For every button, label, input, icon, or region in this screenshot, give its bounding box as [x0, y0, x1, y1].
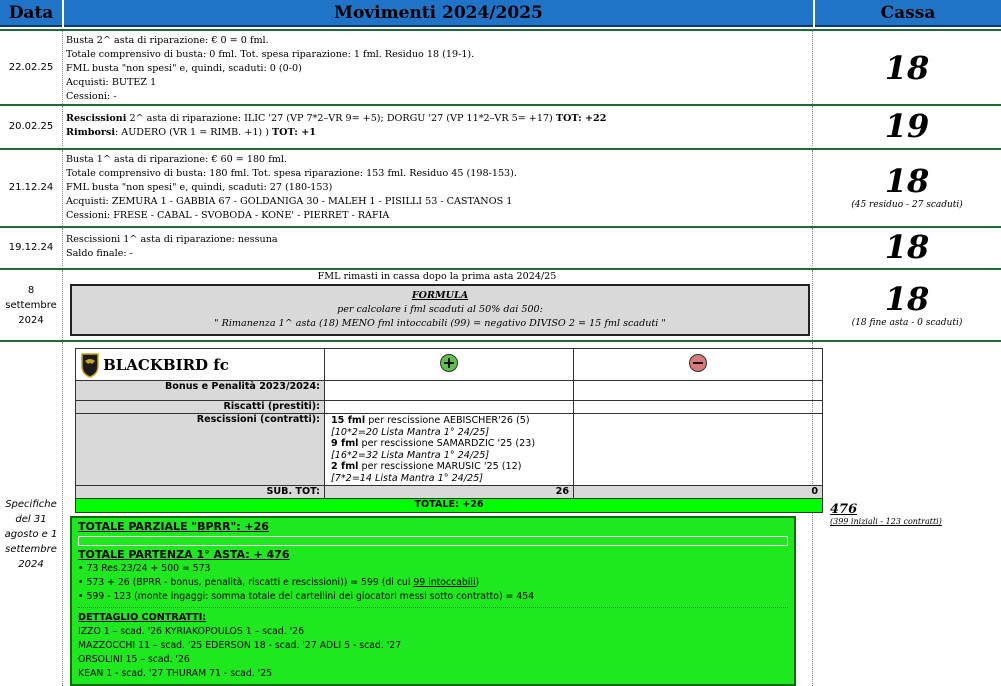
text-line: Totale comprensivo di busta: 180 fml. Tot. spesa riparazione: 153 fml. Residuo 45 (198-153).: [66, 168, 517, 179]
tot-value: TOT: +1: [272, 127, 316, 138]
cassa-cell: [813, 106, 1001, 146]
contratto-line: IZZO 1 – scad. '26 KYRIAKOPOULOS 1 – scad. '26: [78, 626, 305, 637]
text: : AUDERO (VR 1 = RIMB. +1) ): [114, 127, 273, 138]
fml-amount: 15 fml: [331, 415, 366, 426]
movimenti-cell: [62, 270, 813, 340]
text-line: FML busta "non spesi" e, quindi, scaduti: 0 (0-0): [66, 63, 302, 74]
cassa-value: 18: [884, 48, 930, 87]
row-19-12-24: [0, 226, 1001, 266]
text-line: Acquisti: BUTEZ 1: [66, 77, 157, 88]
movimenti-cell: [62, 106, 813, 146]
intoccabili-text: 99 intoccabili: [413, 577, 476, 588]
subtot-plus: 26: [325, 486, 574, 499]
date-line: Specifiche: [5, 498, 57, 510]
rescissione-item: [331, 415, 567, 427]
cassa-cell: [813, 150, 1001, 224]
rescissione-sub: [10*2=20 Lista Mantra 1° 24/25]: [331, 426, 490, 438]
contratto-line: MAZZOCCHI 11 – scad. '25 EDERSON 18 - scad. '27 ADLI 5 - scad. '27: [78, 640, 402, 651]
subtot-minus: 0: [574, 486, 823, 499]
cassa-cell: [813, 228, 1001, 266]
text: 2^ asta di riparazione: ILIC '27 (VP 7*2–VR 9= +5); DORGU '27 (VP 11*2–VR 5= +17): [126, 113, 556, 124]
minus-circle-icon: [689, 354, 707, 372]
text-line: FML busta "non spesi" e, quindi, scaduti: 27 (180-153): [66, 182, 333, 193]
date-cell: 21.12.24: [0, 150, 63, 224]
header-cassa: Cassa: [815, 0, 1001, 27]
text-line: Acquisti: ZEMURA 1 - GABBIA 67 - GOLDANIGA 30 - MALEH 1 - PISILLI 53 - CASTANOS 1: [66, 196, 513, 207]
bonus-minus: [574, 381, 823, 401]
bonus-label: Bonus e Penalità 2023/2024:: [76, 381, 325, 401]
row-22-02-25: [0, 29, 1001, 104]
row-8-settembre-2024: [0, 268, 1001, 340]
date-line: 2024: [18, 558, 44, 570]
movimenti-cell: [62, 228, 813, 266]
plus-header: [325, 349, 574, 381]
minus-header: [574, 349, 823, 381]
date-line: settembre: [5, 299, 57, 311]
text-line: Saldo finale: -: [66, 248, 133, 259]
totale-parziale: TOTALE PARZIALE "BPRR": +26: [78, 520, 269, 533]
date-cell: [0, 270, 63, 340]
rescissioni-line: [66, 112, 808, 126]
cassa-cell: [830, 502, 942, 526]
rescissione-item: [331, 438, 567, 450]
cassa-value: 18: [884, 228, 930, 266]
bullet-line: • 73 Res.23/24 + 500 = 573: [78, 563, 211, 574]
blackbird-table: [75, 348, 823, 513]
row-title: FML rimasti in cassa dopo la prima asta 2024/25: [317, 271, 557, 282]
text: ): [475, 577, 480, 588]
text-line: Rescissioni 1^ asta di riparazione: nessuna: [66, 234, 278, 245]
text-line: Cessioni: -: [66, 91, 117, 102]
shield-logo-icon: [80, 352, 100, 378]
text-line: Busta 1^ asta di riparazione: € 60 = 180 fml.: [66, 154, 287, 165]
bonus-plus: [325, 381, 574, 401]
separator: [78, 607, 788, 608]
formula-box: [70, 284, 810, 336]
totale-cell: TOTALE: +26: [76, 499, 823, 513]
date-line: 8: [27, 284, 35, 296]
dettaglio-contratti: DETTAGLIO CONTRATTI:: [78, 612, 207, 623]
movimenti-cell: [62, 150, 813, 224]
rescissione-sub: [7*2=14 Lista Mantra 1° 24/25]: [331, 472, 483, 484]
fml-amount: 2 fml: [331, 461, 359, 472]
label-bold: Rescissioni: [66, 113, 127, 124]
separator: [78, 536, 788, 546]
date-line: 2024: [18, 314, 44, 326]
row-21-12-24: [0, 148, 1001, 224]
fml-amount: 9 fml: [331, 438, 359, 449]
rescissione-text: per rescissione AEBISCHER'26 (5): [365, 415, 530, 426]
text-line: Busta 2^ asta di riparazione: € 0 = 0 fml.: [66, 35, 269, 46]
riscatti-plus: [325, 401, 574, 414]
date-cell: [0, 342, 63, 686]
date-cell: 20.02.25: [0, 106, 63, 146]
movimenti-cell: [62, 31, 813, 104]
contratto-line: ORSOLINI 15 – scad. '26: [78, 654, 190, 665]
totale-partenza: TOTALE PARTENZA 1° ASTA: + 476: [78, 548, 290, 561]
date-line: del 31: [15, 513, 47, 525]
summary-box: [70, 516, 796, 686]
rescissioni-label: Rescissioni (contratti):: [76, 414, 325, 486]
team-cell: [76, 349, 325, 381]
rescissioni-minus: [574, 414, 823, 486]
date-cell: 19.12.24: [0, 228, 63, 266]
rimborsi-line: [66, 126, 808, 140]
text: • 573 + 26 (BPRR - bonus, penalità, riscatti e rescissioni)) = 599 (di cui: [78, 577, 414, 588]
cassa-note: (18 fine asta - 0 scaduti): [851, 318, 963, 328]
formula-line: " Rimanenza 1^ asta (18) MENO fml intoccabili (99) = negativo DIVISO 2 = 15 fml scaduti ": [214, 318, 666, 329]
rescissione-text: per rescissione MARUSIC '25 (12): [358, 461, 522, 472]
header-data: Data: [0, 0, 62, 27]
label-bold: Rimborsi: [66, 127, 115, 138]
rescissioni-plus: [325, 414, 574, 486]
tot-value: TOT: +22: [555, 113, 607, 124]
subtot-label: SUB. TOT:: [76, 486, 325, 499]
cassa-value: 19: [884, 107, 930, 145]
team-name: BLACKBIRD fc: [103, 355, 229, 374]
cassa-note: (399 iniziali - 123 contratti): [830, 517, 942, 526]
contratto-line: KEAN 1 - scad. '27 THURAM 71 - scad. '25: [78, 668, 273, 679]
row-20-02-25: [0, 104, 1001, 146]
text-line: Totale comprensivo di busta: 0 fml. Tot. spesa riparazione: 1 fml. Residuo 18 (19-1).: [66, 49, 475, 60]
rescissione-item: [331, 461, 567, 473]
formula-line: per calcolare i fml scaduti al 50% dai 500:: [337, 304, 543, 315]
text-line: Cessioni: FRESE - CABAL - SVOBODA - KONE' - PIERRET - RAFIA: [66, 210, 390, 221]
plus-circle-icon: [440, 354, 458, 372]
riscatti-label: Riscatti (prestiti):: [76, 401, 325, 414]
cassa-value: 18: [884, 162, 930, 200]
cassa-cell: [813, 31, 1001, 104]
date-line: settembre: [5, 543, 57, 555]
cassa-cell: [813, 270, 1001, 340]
cassa-value: 18: [884, 280, 930, 318]
riscatti-minus: [574, 401, 823, 414]
formula-title: FORMULA: [411, 290, 469, 301]
date-line: agosto e 1: [4, 528, 58, 540]
bullet-line: • 599 - 123 (monte ingaggi: somma totale dei cartellini dei giocatori messi sotto contratto) = 454: [78, 591, 535, 602]
date-cell: 22.02.25: [0, 31, 63, 104]
cassa-value: 476: [830, 502, 858, 517]
bullet-line: [78, 576, 788, 590]
header-movimenti: Movimenti 2024/2025: [64, 0, 813, 27]
cassa-note: (45 residuo - 27 scaduti): [851, 200, 963, 210]
rescissione-sub: [16*2=32 Lista Mantra 1° 24/25]: [331, 449, 490, 461]
rescissione-text: per rescissione SAMARDZIC '25 (23): [358, 438, 536, 449]
